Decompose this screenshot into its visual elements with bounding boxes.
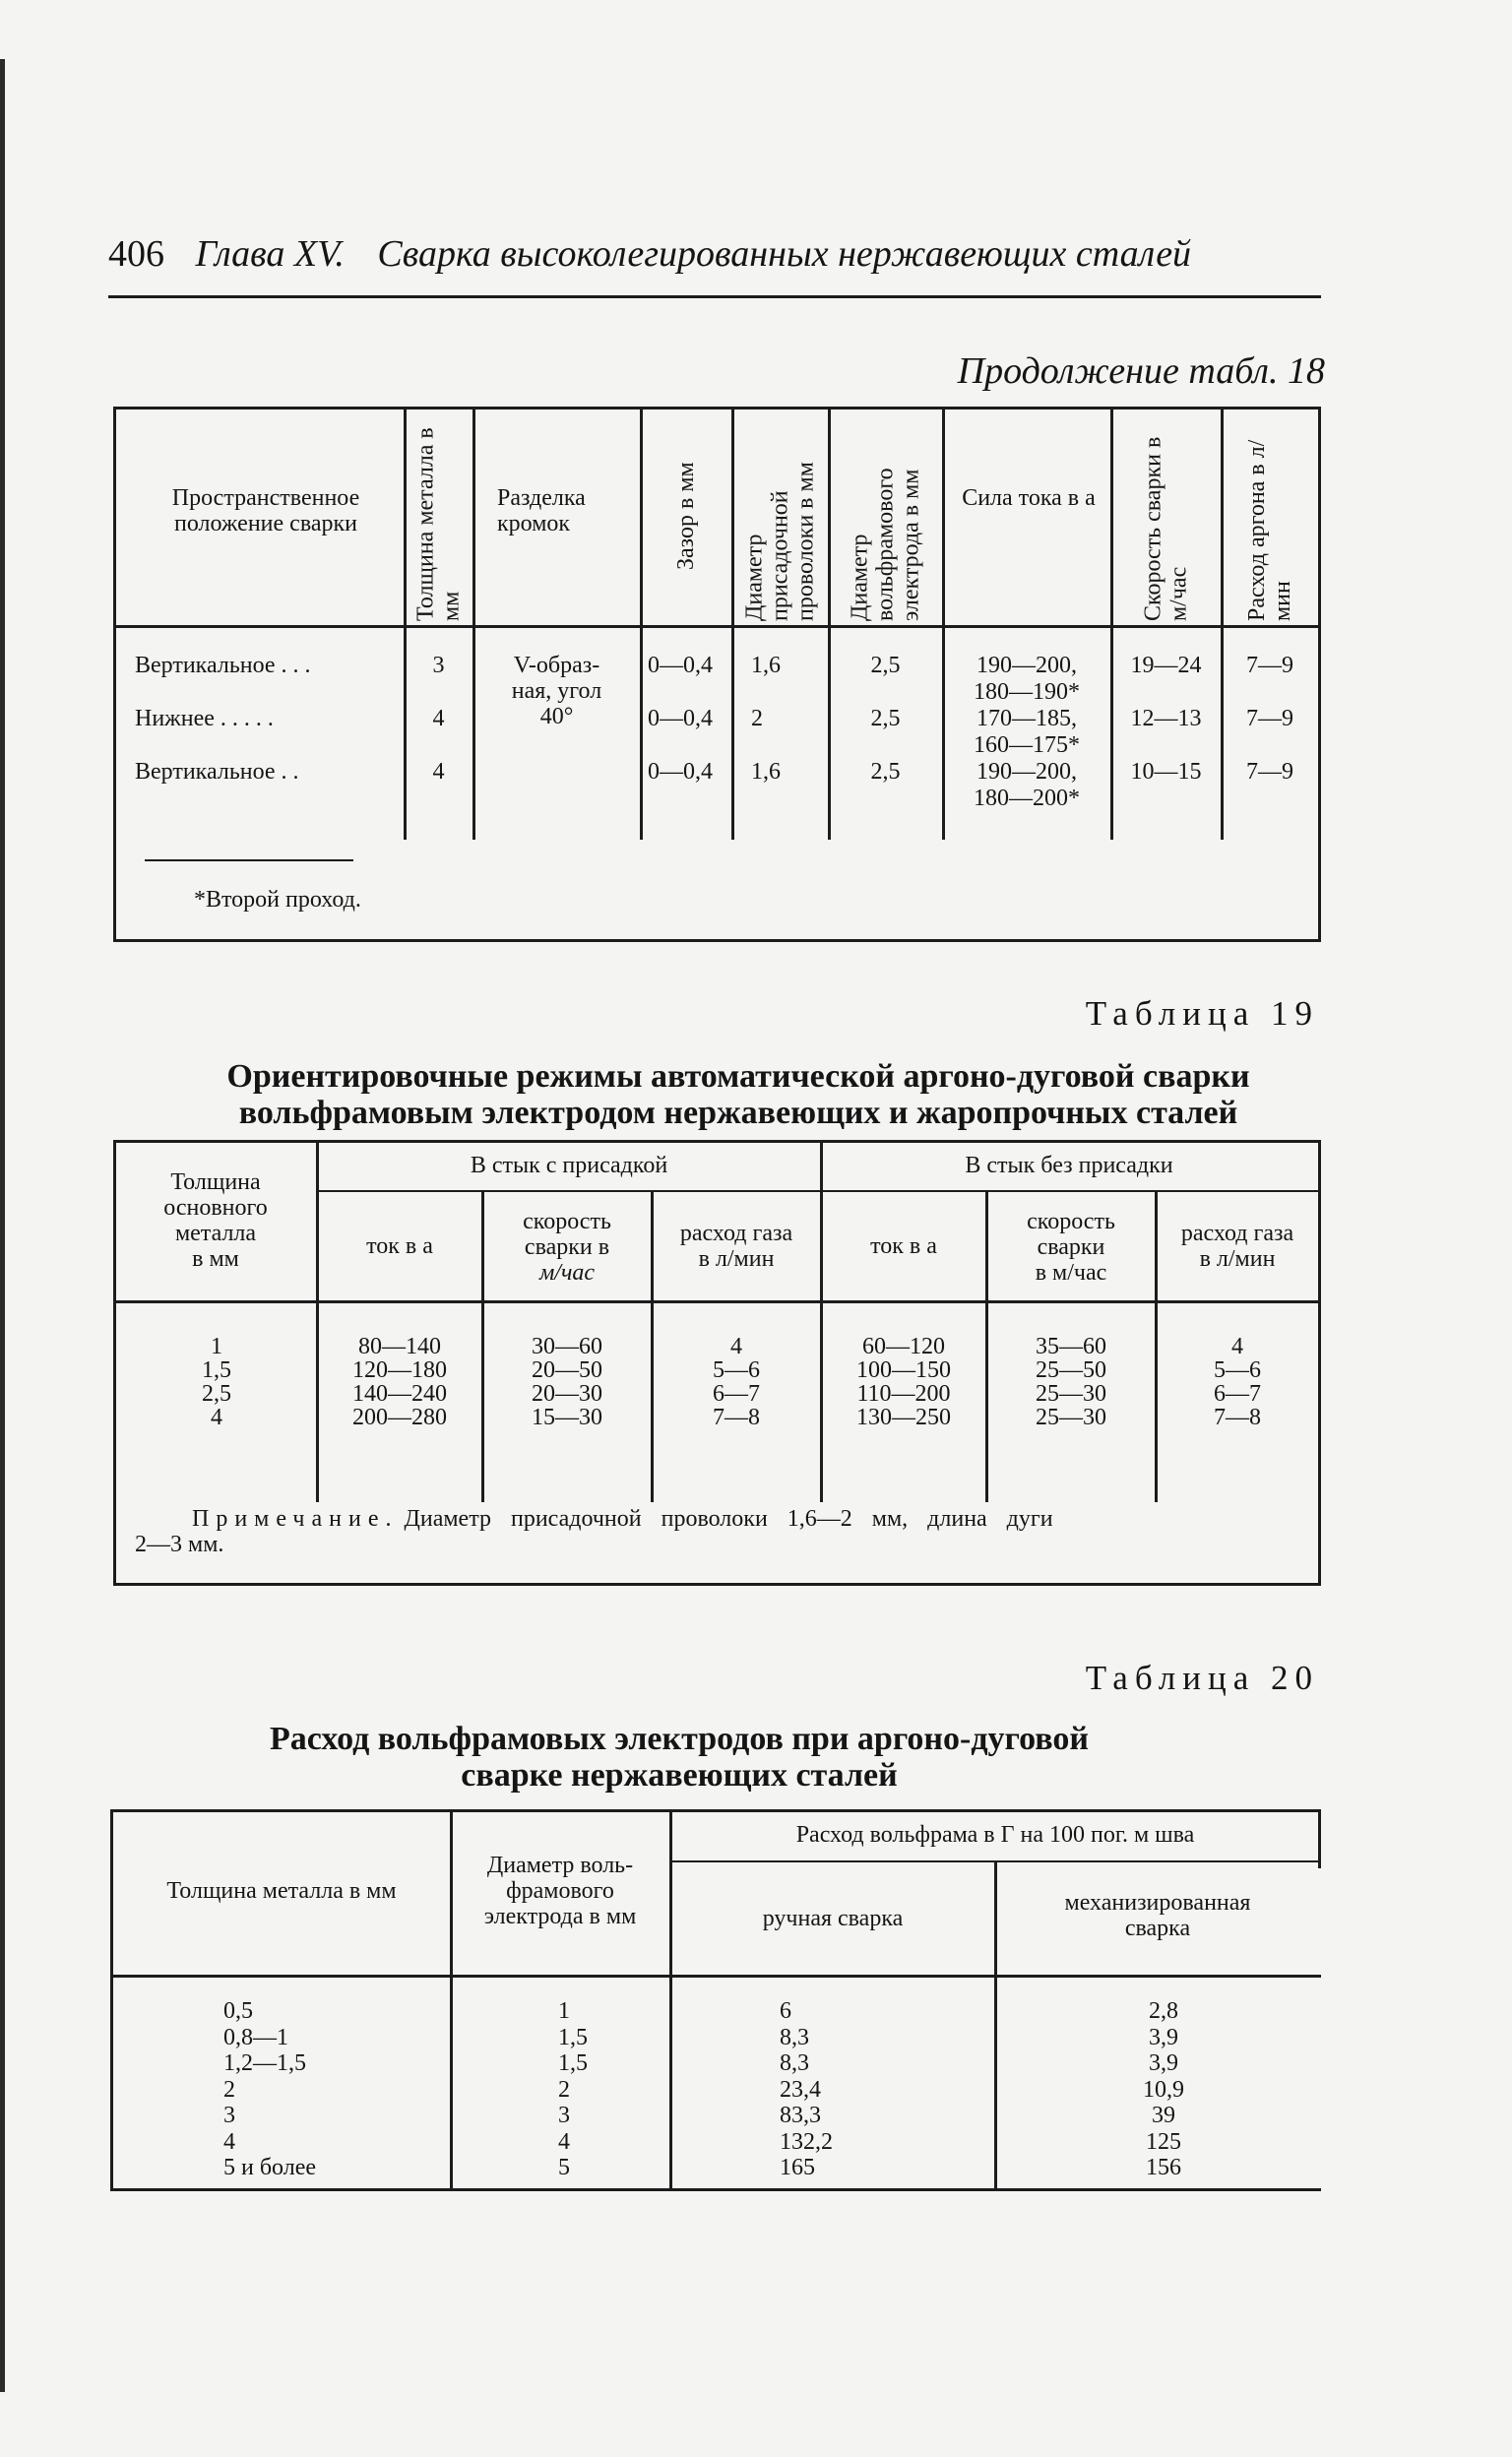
- t19-bottom-rule: [113, 1583, 1321, 1586]
- table-cell: 156: [1146, 2155, 1181, 2180]
- t18-footnote: *Второй проход.: [194, 887, 361, 913]
- title-line: Ориентировочные режимы автоматической аргоно-дуговой сварки: [226, 1058, 1250, 1095]
- table-cell: 35—60: [1036, 1334, 1106, 1359]
- t19-col-without-current: [823, 1335, 984, 1429]
- page-number: 406: [108, 233, 164, 275]
- t18-header-position: Пространственное положение сварки: [171, 485, 360, 536]
- t19-col-without-gas: [1158, 1335, 1317, 1429]
- table-cell: 3,9: [1149, 2050, 1178, 2076]
- table-cell: 130—250: [856, 1405, 951, 1430]
- t19-group-with: В стык с присадкой: [470, 1153, 668, 1178]
- header-line: фрамового: [506, 1878, 614, 1904]
- header-line: в л/мин: [698, 1246, 775, 1272]
- t18-header-electrode: Диаметр вольфрамового электрода в мм: [847, 468, 924, 621]
- current-value: 190—200,: [976, 759, 1077, 785]
- header-line: в м/час: [1035, 1260, 1107, 1286]
- t20-col-mech: [1104, 1998, 1223, 2181]
- t18-row-gap: 0—0,4: [648, 706, 713, 731]
- t18-row-speed: 10—15: [1130, 759, 1202, 785]
- table-cell: 110—200: [856, 1381, 951, 1407]
- table-cell: 5—6: [1214, 1357, 1261, 1383]
- t19-group-rule: [318, 1190, 1318, 1192]
- table-cell: 39: [1152, 2103, 1175, 2128]
- table19-label: Таблица 19: [1085, 994, 1319, 1033]
- table-cell: 1,5: [202, 1357, 231, 1383]
- running-header: [108, 232, 1319, 276]
- t18-header-edge: Разделка кромок: [497, 485, 586, 536]
- t19-header-rule: [113, 1300, 1321, 1303]
- table20-label: Таблица 20: [1085, 1659, 1319, 1697]
- t18-row-position: Нижнее . . . . .: [135, 706, 274, 731]
- table-cell: 7—8: [1214, 1405, 1261, 1430]
- t18-row-wire: 1,6: [751, 759, 781, 785]
- t20-right-border: [1318, 1809, 1321, 1868]
- t19-sub-current: ток в а: [870, 1233, 937, 1259]
- t18-current-cell: [945, 653, 1108, 812]
- footnote-rule: [145, 859, 353, 861]
- t18-row-argon: 7—9: [1246, 706, 1293, 731]
- edge-prep-line: 40°: [539, 704, 574, 729]
- table-cell: 2,8: [1149, 1998, 1178, 2024]
- table-cell: 1: [558, 1998, 570, 2024]
- t18-col-divider: [472, 407, 475, 840]
- table18-continuation: Продолжение табл. 18: [957, 350, 1325, 392]
- table-cell: 10,9: [1143, 2076, 1184, 2103]
- title-line: сварке нержавеющих сталей: [461, 1757, 898, 1794]
- t20-col-divider: [669, 1809, 672, 2191]
- table-cell: 6—7: [713, 1381, 760, 1407]
- table-cell: 2,5: [202, 1381, 231, 1407]
- t20-header-thickness: Толщина металла в мм: [166, 1878, 397, 1904]
- t18-row-thickness: 4: [432, 706, 445, 731]
- table-cell: 0,5: [223, 1998, 253, 2024]
- header-line: Диаметр воль-: [486, 1853, 634, 1878]
- t18-row-electrode: 2,5: [870, 706, 901, 731]
- t18-header-thickness: Толщина металла в мм: [412, 427, 465, 621]
- table-cell: 140—240: [352, 1381, 447, 1407]
- t19-col-with-current: [319, 1335, 480, 1429]
- table-cell: 100—150: [856, 1357, 951, 1383]
- table-cell: 25—30: [1036, 1381, 1106, 1407]
- t18-header-current: Сила тока в а: [962, 485, 1096, 511]
- t18-row-electrode: 2,5: [870, 759, 901, 785]
- table-cell: 15—30: [532, 1405, 602, 1430]
- current-value: 160—175*: [974, 732, 1080, 758]
- chapter-label: Глава XV.: [195, 233, 345, 275]
- table-cell: 23,4: [780, 2076, 821, 2103]
- table-cell: 60—120: [862, 1334, 945, 1359]
- table-cell: 5—6: [713, 1357, 760, 1383]
- t18-row-thickness: 4: [432, 759, 445, 785]
- table-cell: 25—50: [1036, 1357, 1106, 1383]
- chapter-title: Сварка высоколегированных нержавеющих сталей: [377, 233, 1192, 275]
- table-cell: 2: [223, 2076, 235, 2103]
- page-edge-shadow: [0, 59, 5, 2392]
- table-cell: 8,3: [780, 2050, 809, 2076]
- t19-sub-speed: [988, 1209, 1154, 1286]
- title-line: Расход вольфрамовых электродов при аргоно-дуговой: [269, 1721, 1090, 1757]
- header-line: в л/мин: [1199, 1246, 1276, 1272]
- table-cell: 3: [558, 2103, 570, 2128]
- t18-right-border: [1318, 407, 1321, 942]
- t20-group-header: Расход вольфрама в Г на 100 пог. м шва: [795, 1822, 1195, 1848]
- note-text: Диаметр присадочной проволоки 1,6—2 мм, длина дуги: [404, 1506, 1053, 1532]
- table-cell: 6: [780, 1998, 791, 2024]
- t18-row-wire: 1,6: [751, 653, 781, 678]
- t18-row-argon: 7—9: [1246, 653, 1293, 678]
- t19-sub-gas: [1158, 1221, 1317, 1272]
- t19-col-without-speed: [988, 1335, 1154, 1429]
- t20-left-border: [110, 1809, 113, 2191]
- table-cell: 4: [1231, 1334, 1243, 1359]
- edge-prep-line: ная, угол: [511, 678, 602, 704]
- header-line: механизированная: [1064, 1890, 1251, 1916]
- t20-bottom-rule: [110, 2188, 1321, 2191]
- table-cell: 3: [223, 2103, 235, 2128]
- t19-note-continued: 2—3 мм.: [135, 1532, 224, 1557]
- t18-header-speed: Скорость сварки в м/час: [1140, 436, 1192, 621]
- header-line: электрода в мм: [483, 1904, 637, 1929]
- t19-top-rule: [113, 1140, 1321, 1143]
- table-cell: 1: [211, 1334, 222, 1359]
- header-line: скорость: [523, 1209, 611, 1234]
- table-cell: 6—7: [1214, 1381, 1261, 1407]
- table-cell: 3,9: [1149, 2024, 1178, 2050]
- t20-col-diameter: [558, 1998, 657, 2181]
- t18-row-electrode: 2,5: [870, 653, 901, 678]
- t20-col-manual: [780, 1998, 927, 2181]
- t18-header-argon: Расход аргона в л/мин: [1244, 439, 1295, 621]
- table-cell: 165: [780, 2155, 815, 2180]
- t20-sub-mech: [997, 1890, 1318, 1941]
- t20-header-diameter: [453, 1853, 667, 1929]
- table-cell: 4: [730, 1334, 742, 1359]
- t19-sub-gas: [654, 1221, 819, 1272]
- table-cell: 1,5: [558, 2024, 588, 2050]
- header-line: расход газа: [1180, 1221, 1294, 1246]
- table-cell: 7—8: [713, 1405, 760, 1430]
- t18-header-rule: [113, 625, 1321, 628]
- t18-row-gap: 0—0,4: [648, 653, 713, 678]
- current-value: 170—185,: [976, 706, 1077, 731]
- t19-col-with-gas: [654, 1335, 819, 1429]
- header-line: сварка: [1124, 1916, 1191, 1941]
- header-line: скорость: [1027, 1209, 1115, 1234]
- header-line: м/час: [538, 1260, 596, 1286]
- header-line: Толщина: [170, 1169, 261, 1195]
- header-line: основного: [163, 1195, 268, 1221]
- table-cell: 1,2—1,5: [223, 2050, 306, 2076]
- table-cell: 120—180: [352, 1357, 447, 1383]
- t18-row-wire: 2: [751, 706, 763, 731]
- header-rule: [108, 295, 1321, 298]
- table-cell: 5 и более: [223, 2155, 317, 2180]
- t19-col-divider: [316, 1140, 319, 1502]
- t18-row-argon: 7—9: [1246, 759, 1293, 785]
- table-cell: 4: [223, 2128, 235, 2155]
- header-line: металла: [174, 1221, 257, 1246]
- current-value: 190—200,: [976, 653, 1077, 678]
- t18-row-gap: 0—0,4: [648, 759, 713, 785]
- header-line: сварки: [1037, 1234, 1105, 1260]
- table20: [110, 1809, 1321, 2193]
- table-cell: 125: [1146, 2128, 1181, 2155]
- table-cell: 200—280: [352, 1405, 447, 1430]
- table-cell: 132,2: [780, 2128, 833, 2155]
- t18-bottom-rule: [113, 939, 1321, 942]
- table-cell: 80—140: [358, 1334, 441, 1359]
- t19-sub-speed: [484, 1209, 650, 1286]
- t20-sub-manual: ручная сварка: [762, 1906, 904, 1931]
- t18-row-thickness: 3: [432, 653, 445, 678]
- table18: [113, 407, 1321, 943]
- t20-header-rule: [110, 1975, 1321, 1978]
- table-cell: 25—30: [1036, 1405, 1106, 1430]
- table-cell: 4: [211, 1405, 222, 1430]
- table-cell: 30—60: [532, 1334, 602, 1359]
- table-cell: 0,8—1: [223, 2024, 288, 2050]
- table-cell: 83,3: [780, 2103, 821, 2128]
- t18-row-speed: 12—13: [1130, 706, 1202, 731]
- t19-header-thickness: [117, 1169, 314, 1272]
- table-cell: 1,5: [558, 2050, 588, 2076]
- table19-title: [148, 1058, 1329, 1131]
- table19: [113, 1140, 1321, 1588]
- table-cell: 8,3: [780, 2024, 809, 2050]
- table-cell: 20—50: [532, 1357, 602, 1383]
- t18-left-border: [113, 407, 116, 942]
- table-cell: 5: [558, 2155, 570, 2180]
- t19-col-with-speed: [484, 1335, 650, 1429]
- header-line: в мм: [192, 1246, 239, 1272]
- table-cell: 20—30: [532, 1381, 602, 1407]
- table20-title: [89, 1721, 1270, 1794]
- table-cell: 4: [558, 2128, 570, 2155]
- note-word: Примечание.: [192, 1506, 399, 1532]
- t20-col-thickness: [223, 1998, 440, 2181]
- edge-prep-line: V-образ-: [513, 653, 600, 678]
- t20-top-rule: [110, 1809, 1321, 1812]
- header-line: сварки в: [524, 1234, 610, 1260]
- t18-row-position: Вертикальное . .: [135, 759, 299, 785]
- t19-col-thickness: [153, 1335, 281, 1429]
- t18-top-rule: [113, 407, 1321, 410]
- title-line: вольфрамовым электродом нержавеющих и жаропрочных сталей: [238, 1095, 1238, 1131]
- t18-edge-prep: [475, 653, 638, 729]
- t18-header-gap: Зазор в мм: [673, 462, 699, 570]
- t18-row-position: Вертикальное . . .: [135, 653, 311, 678]
- t19-group-without: В стык без присадки: [965, 1153, 1173, 1178]
- current-value: 180—190*: [974, 679, 1080, 705]
- t18-header-wire: Диаметр присадочной проволоки в мм: [741, 462, 819, 621]
- table-cell: 2: [558, 2076, 570, 2103]
- header-line: расход газа: [679, 1221, 793, 1246]
- t19-sub-current: ток в а: [366, 1233, 433, 1259]
- t19-note: [192, 1506, 1314, 1532]
- current-value: 180—200*: [974, 786, 1080, 811]
- t19-col-divider: [820, 1140, 823, 1502]
- t18-row-speed: 19—24: [1130, 653, 1202, 678]
- t19-right-border: [1318, 1140, 1321, 1586]
- t19-left-border: [113, 1140, 116, 1586]
